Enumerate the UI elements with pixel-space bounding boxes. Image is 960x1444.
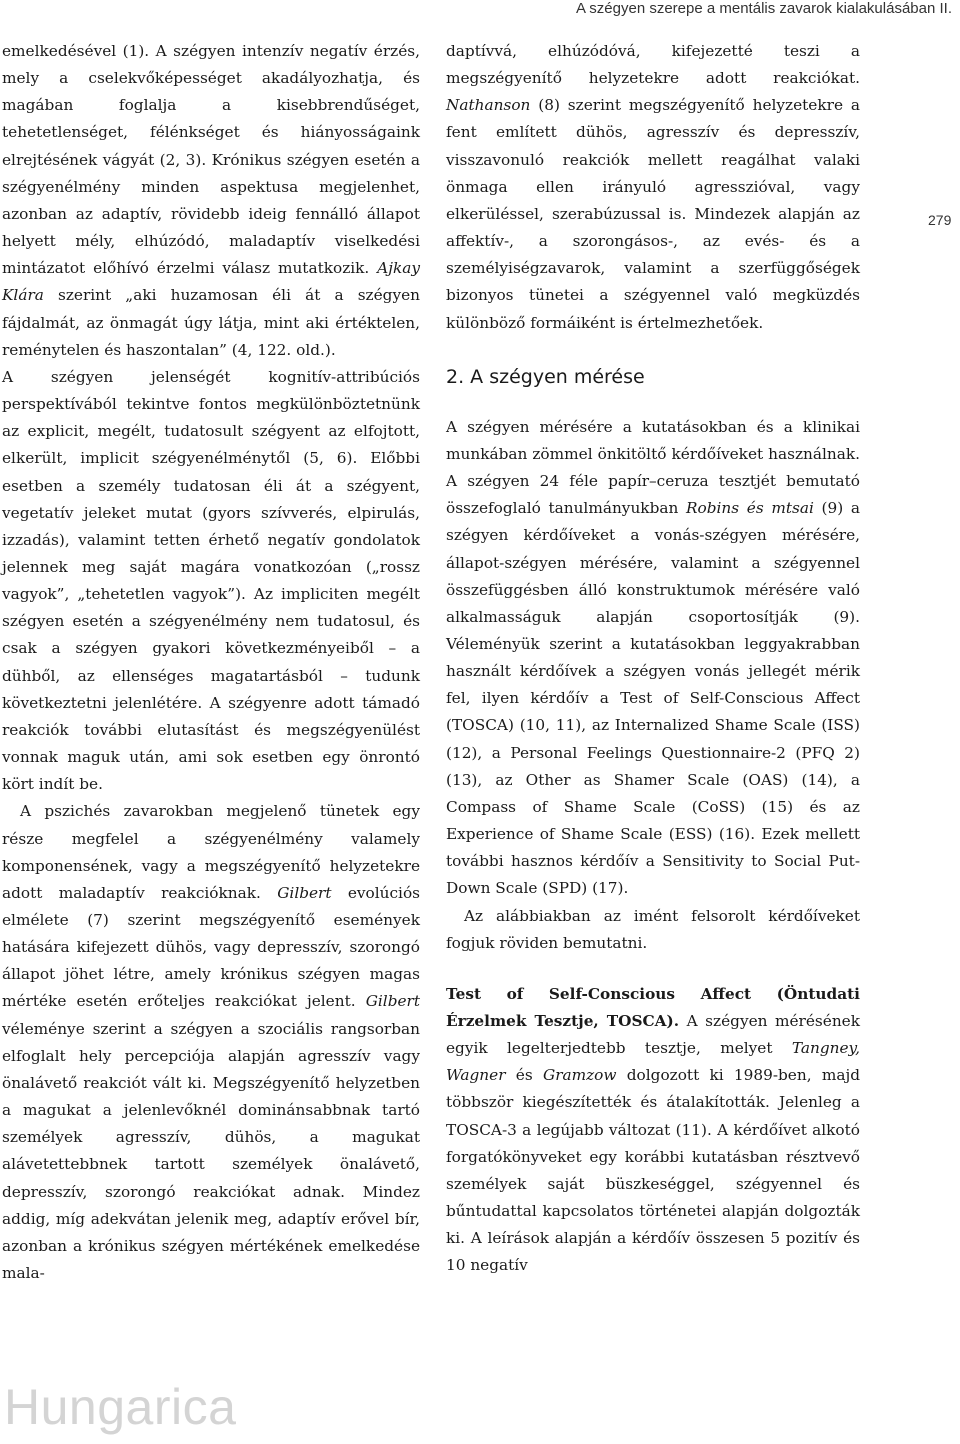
right-column [446,38,860,1280]
author-name: Nathanson [446,96,531,115]
page-number: 279 [928,212,952,228]
right-paragraph-4: Test of Self-Conscious Affect (Öntudati Érzelmek Tesztje, TOSCA). A szégyen mérésének egyik legelterjedtebb tesztje, melyet Tangney, Wagner és Gramzow dolgozott ki 1989-ben, majd többször kiegészítették és átalakították. Jelenleg a TOSCA-3 a legújabb változat (11). A kérdőívet alkotó forgatókönyveket egy korábbi kutatásban résztvevő személyek saját büszkeséggel, szégyennel és bűntudattal kapcsolatos történetei alapján dolgozták ki. A leírások alapján a kérdőív összesen 5 pozitív és 10 negatív [446,984,861,1275]
author-name: Ajkay Klára [2,259,420,305]
left-paragraph-3: A pszichés zavarokban megjelenő tünetek egy része megfelel a szégyenélmény valamely komponensének, vagy a megszégyenítő helyzetekre adott maladaptív reakcióknak. Gilbert evolúciós elmélete (7) szerint megszégyenítő események hatására kifejezett dühös, vagy depresszív, szorongó állapot jöhet létre, amely krónikus szégyen magas mértéke esetén erőteljes reakciókat jelent. Gilbert véleménye szerint a szégyen a szociális rangsorban elfoglalt hely percepciója alapján agresszív vagy önalávető reakciót vált ki. Megszégyenítő helyzetben a magukat a jelenlevőknél dominánsabbnak tartó személyek agresszív, dühös, a magukat alávetettebbnek tartott személyek önalávető, depresszív, szorongó reakciókat adnak. Mindez addig, míg adekvátan jelenik meg, adaptív erővel bír, azonban a krónikus szégyen mértékének emelkedése mala- [2,802,421,1283]
subsection-heading: Test of Self-Conscious Affect (Öntudati Érzelmek Tesztje, TOSCA). [446,984,860,1030]
journal-name: Hungarica [4,1379,237,1435]
author-name: Gramzow [542,1066,617,1085]
section-title: 2. A szégyen mérése [446,365,645,388]
right-paragraph-2: A szégyen mérésére a kutatásokban és a klinikai munkában zömmel önkitöltő kérdőíveket használnak. A szégyen 24 féle papír–ceruza tesztjét bemutató összefoglaló tanulmányukban Robins és mtsai (9) a szégyen kérdőíveket a vonás-szégyen mérésére, állapot-szégyen mérésére, valamint a szégyennel összefüggésben álló konstruktumok mérésére való alkalmasságuk alapján csoportosítják (9). Véleményük szerint a kutatásokban leggyakrabban használt kérdőívek a szégyen vonás jellegét mérik fel, ilyen kérdőív a Test of Self-Conscious Affect (TOSCA) (10, 11), az Internalized Shame Scale (ISS) (12), a Personal Feelings Questionnaire-2 (PFQ 2) (13), az Other as Shamer Scale (OAS) (14), a Compass of Shame Scale (CoSS) (15) és az Experience of Shame Scale (ESS) (16). Ezek mellett további hasznos kérdőív a Sensitivity to Social Put-Down Scale (SPD) (17). [446,417,860,898]
left-paragraph-2: A szégyen jelenségét kognitív-attribúciós perspektívából tekintve fontos megkülönböztetnünk az explicit, megélt, tudatosult szégyent az elfojtott, elkerült, implicit szégyenélménytől (5, 6). Előbbi esetben a személy tudatosan éli át a szégyent, vegetatív jeleket mutat (gyors szívverés, elpirulás, izzadás), valamint tetten érhető negatív gondolatok jelennek meg saját magára vonatkozóan („rossz vagyok”, „tehetetlen vagyok”). Az impliciten megélt szégyen esetén a szégyenélmény nem tudatosul, és csak a szégyen gyakori következményeiből – a dühből, az ellenséges magatartásból – tudunk következtetni jelenlétére. A szégyenre adott támadó reakciók további elutasítást és megszégyenülést vonnak maguk után, ami sok esetben egy önrontó kört indít be. [2,367,420,794]
right-paragraph-1: daptívvá, elhúzódóvá, kifejezetté teszi a megszégyenítő helyzetekre adott reakciókat. Nathanson (8) szerint megszégyenítő helyzetekre a fent említett dühös, agresszív és depresszív, visszavonuló reakciók mellett reagálhat valaki önmaga ellen irányuló agresszióval, vagy elkerüléssel, szerabúzussal is. Mindezek alapján az affektív-, a szorongásos-, az evés- és a személyiségzavarok, valamint a szerfüggőségek bizonyos tünetei a szégyennel való megküzdés különböző formáiként is értelmezhetőek. [446,42,860,332]
running-header: A szégyen szerepe a mentális zavarok kialakulásában II. [575,0,952,17]
author-name: Gilbert [365,992,420,1011]
author-name: Tangney, Wagner [446,1039,860,1085]
author-name: Gilbert [277,883,332,902]
left-paragraph-1: emelkedésével (1). A szégyen intenzív negatív érzés, mely a cselekvőképességet akadályozhatja, és magában foglalja a kisebbrendűséget, tehetetlenséget, félénkséget és hiányosságaink elrejtésének vágyát (2, 3). Krónikus szégyen esetén a szégyenélmény minden aspektusa megjelenhet, azonban az adaptív, rövidebb ideig fennálló állapot helyett mély, elhúzódó, maladaptív viselkedési mintázatot előhívó érzelmi válasz mutatkozik. Ajkay Klára szerint „aki huzamosan éli át a szégyen fájdalmát, az önmagát úgy látja, mint aki értéktelen, reménytelen és haszontalan” (4, 122. old.). [2,42,420,359]
author-name: Robins és mtsai [686,499,814,518]
right-paragraph-3: Az alábbiakban az imént felsorolt kérdőíveket fogjuk röviden bemutatni. [446,906,860,952]
left-column [2,38,420,1287]
